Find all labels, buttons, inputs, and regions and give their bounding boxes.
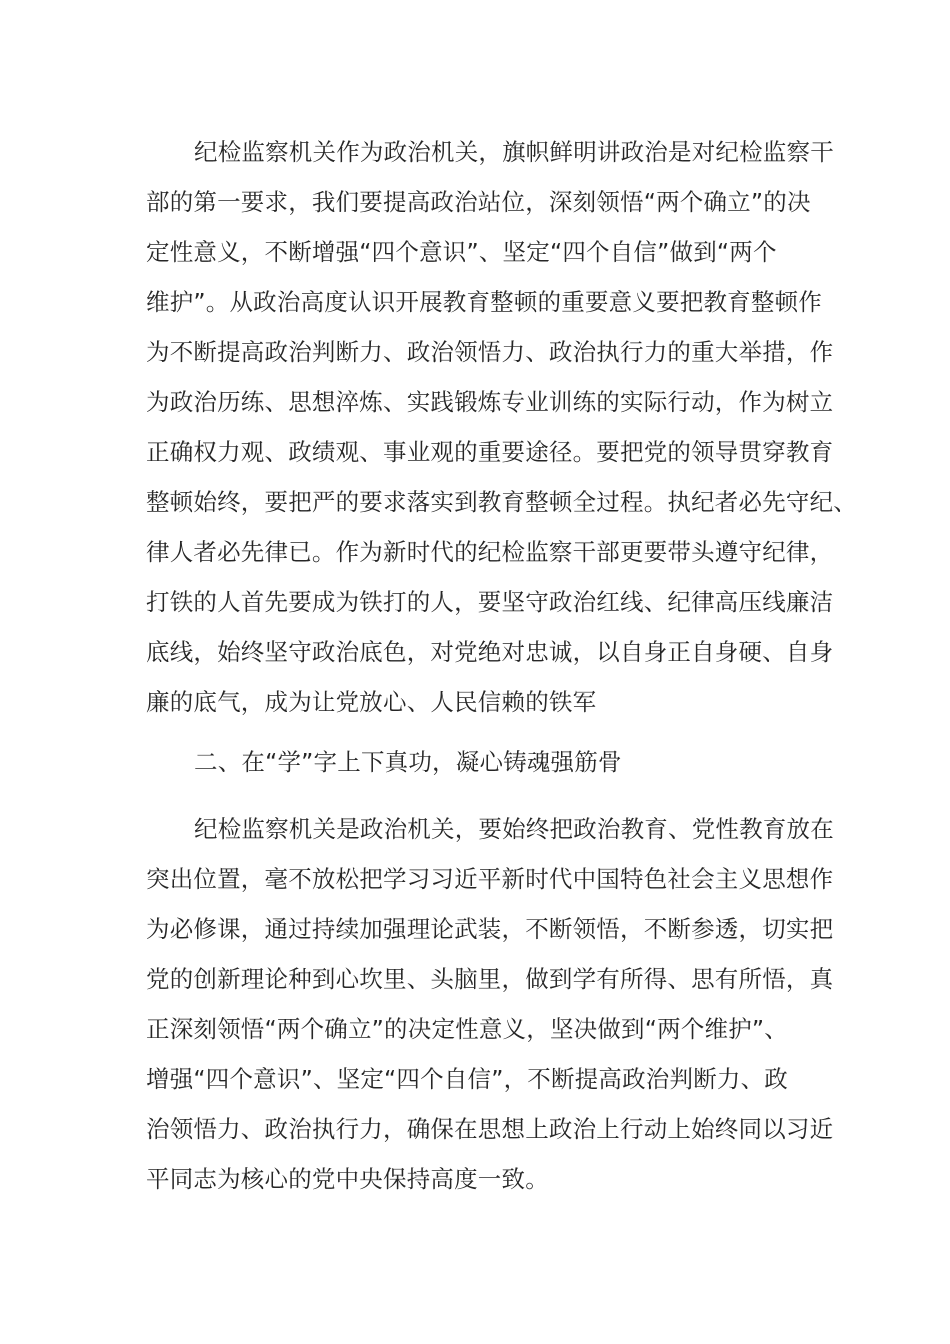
paragraph-2-line-4: 党的创新理论种到心坎里、头脑里，做到学有所得、思有所悟，真: [146, 965, 834, 993]
paragraph-2-line-5: 正深刻领悟“两个确立”的决定性意义，坚决做到“两个维护”、: [146, 1015, 788, 1043]
paragraph-1-line-6: 为政治历练、思想淬炼、实践锻炼专业训练的实际行动，作为树立: [146, 388, 834, 416]
paragraph-1-line-5: 为不断提高政治判断力、政治领悟力、政治执行力的重大举措，作: [146, 338, 834, 366]
paragraph-1-line-4: 维护”。从政治高度认识开展教育整顿的重要意义要把教育整顿作: [146, 288, 822, 316]
paragraph-2-line-7: 治领悟力、政治执行力，确保在思想上政治上行动上始终同以习近: [146, 1115, 834, 1143]
paragraph-2-line-8: 平同志为核心的党中央保持高度一致。: [146, 1165, 549, 1193]
section-heading: 二、在“学”字上下真功，凝心铸魂强筋骨: [194, 748, 622, 776]
paragraph-1-line-8: 整顿始终，要把严的要求落实到教育整顿全过程。执纪者必先守纪、: [146, 488, 857, 516]
paragraph-2-line-2: 突出位置，毫不放松把学习习近平新时代中国特色社会主义思想作: [146, 865, 834, 893]
paragraph-1-line-2: 部的第一要求，我们要提高政治站位，深刻领悟“两个确立”的决: [146, 188, 811, 216]
paragraph-1-line-3: 定性意义，不断增强“四个意识”、坚定“四个自信”做到“两个: [146, 238, 777, 266]
paragraph-2-line-6: 增强“四个意识”、坚定“四个自信”，不断提高政治判断力、政: [146, 1065, 788, 1093]
paragraph-1-line-10: 打铁的人首先要成为铁打的人，要坚守政治红线、纪律高压线廉洁: [146, 588, 834, 616]
paragraph-2-line-3: 为必修课，通过持续加强理论武装，不断领悟，不断参透，切实把: [146, 915, 834, 943]
paragraph-1-line-1: 纪检监察机关作为政治机关，旗帜鲜明讲政治是对纪检监察干: [194, 138, 834, 166]
paragraph-1-line-9: 律人者必先律已。作为新时代的纪检监察干部更要带头遵守纪律，: [146, 538, 834, 566]
paragraph-1-line-11: 底线，始终坚守政治底色，对党绝对忠诚，以自身正自身硬、自身: [146, 638, 834, 666]
paragraph-1-line-12: 廉的底气，成为让党放心、人民信赖的铁军: [146, 688, 597, 716]
paragraph-1-line-7: 正确权力观、政绩观、事业观的重要途径。要把党的领导贯穿教育: [146, 438, 834, 466]
paragraph-2-line-1: 纪检监察机关是政治机关，要始终把政治教育、党性教育放在: [194, 815, 834, 843]
